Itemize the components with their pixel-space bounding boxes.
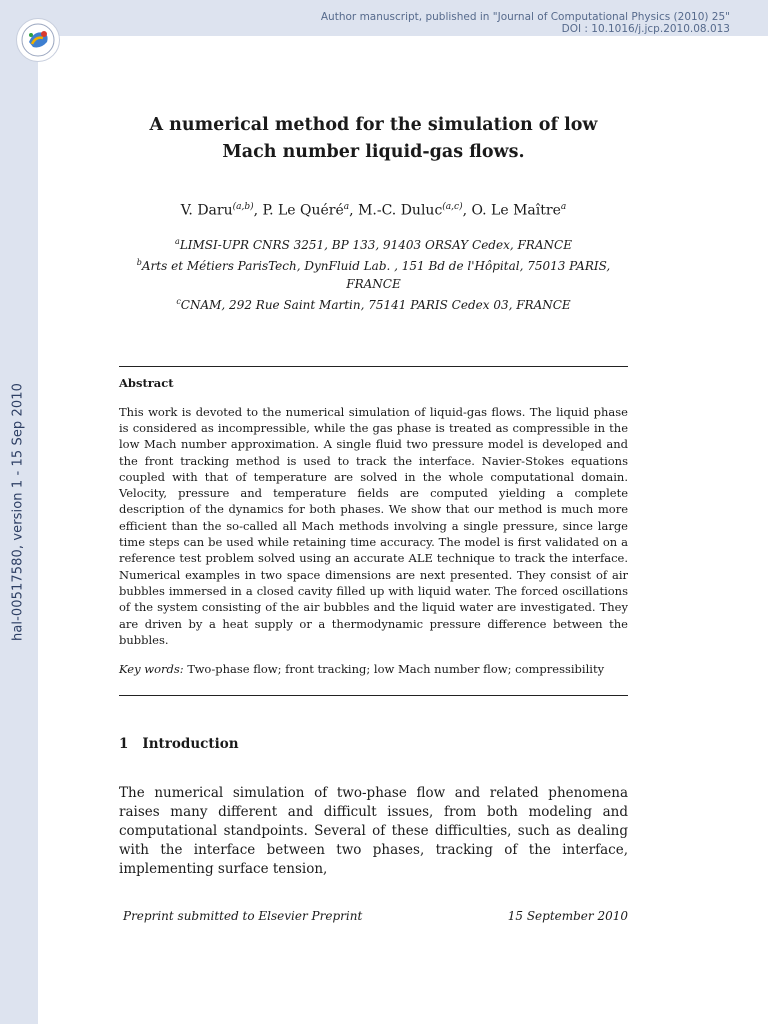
hal-identifier: hal-00517580, version 1 - 15 Sep 2010 xyxy=(10,382,26,642)
affiliation-item xyxy=(119,254,628,293)
page-footer xyxy=(123,909,628,923)
author-affiliation-mark: (a,c) xyxy=(442,202,463,212)
author-name: O. Le Maître xyxy=(471,202,561,219)
affiliation-text-continued: FRANCE xyxy=(346,276,401,291)
keywords-text: Two-phase flow; front tracking; low Mach number flow; compressibility xyxy=(187,662,605,677)
affiliation-mark: b xyxy=(136,257,142,267)
affiliation-mark: c xyxy=(176,296,181,306)
section-heading xyxy=(119,736,628,752)
hal-doi[interactable]: DOI : 10.1016/j.jcp.2010.08.013 xyxy=(561,23,730,35)
author-affiliation-mark: a xyxy=(560,202,567,212)
affiliation-list xyxy=(119,233,628,314)
paper-title xyxy=(119,112,628,166)
hal-publication-note: Author manuscript, published in "Journal of Computational Physics (2010) 25" xyxy=(320,11,730,23)
abstract-heading: Abstract xyxy=(119,375,174,390)
abstract-section xyxy=(119,366,628,697)
author-separator: , xyxy=(462,202,472,219)
keywords-label: Key words: xyxy=(119,662,184,677)
author-name: V. Daru xyxy=(180,202,233,219)
footer-date: 15 September 2010 xyxy=(507,909,628,923)
section-title: Introduction xyxy=(142,736,239,753)
affiliation-item xyxy=(119,233,628,254)
affiliation-item xyxy=(119,293,628,314)
author-separator: , xyxy=(253,202,263,219)
paper-title-line1: A numerical method for the simulation of low xyxy=(149,115,598,135)
footer-preprint-note: Preprint submitted to Elsevier Preprint xyxy=(123,909,363,923)
hal-header xyxy=(321,11,730,35)
author-name: P. Le Quéré xyxy=(262,202,344,219)
abstract-text: This work is devoted to the numerical simulation of liquid-gas flows. The liquid phase is considered as incompressible, while the gas phase is treated as compressible in the low Mach number approximation. A single fluid two pressure model is developed and the front tracking method is used to track the interface. Navier-Stokes equations coupled with that of temperature are solved in the whole computational domain. Velocity, pressure and temperature fields are computed yielding a complete description of the dynamics for both phases. We show that our method is much more efficient than the so-called all Mach methods involving a single pressure, since large time steps can be used while retaining time accuracy. The model is first validated on a reference test problem solved using an accurate ALE technique to track the interface. Numerical examples in two space dimensions are next presented. They consist of air bubbles immersed in a closed cavity filled up with liquid water. The forced oscillations of the system consisting of the air bubbles and the liquid water are investigated. They are driven by a heat supply or a thermodynamic pressure difference between the bubbles. xyxy=(119,404,628,647)
author-affiliation-mark: a xyxy=(343,202,350,212)
author-affiliation-mark: (a,b) xyxy=(232,202,254,212)
keywords xyxy=(119,661,628,677)
affiliation-text: LIMSI-UPR CNRS 3251, BP 133, 91403 ORSAY Cedex, FRANCE xyxy=(179,237,572,252)
section-number: 1 xyxy=(119,736,129,753)
author-list xyxy=(119,202,628,219)
hal-logo-icon[interactable] xyxy=(16,18,60,62)
affiliation-text: CNAM, 292 Rue Saint Martin, 75141 PARIS Cedex 03, FRANCE xyxy=(180,297,571,312)
author-separator: , xyxy=(349,202,359,219)
paper-body xyxy=(119,112,628,879)
author-name: M.-C. Duluc xyxy=(358,202,443,219)
affiliation-text: Arts et Métiers ParisTech, DynFluid Lab. , 151 Bd de l'Hôpital, 75013 PARIS, xyxy=(141,258,611,273)
paper-title-line2: Mach number liquid-gas flows. xyxy=(222,142,525,162)
intro-paragraph: The numerical simulation of two-phase flow and related phenomena raises many different and difficult issues, from both modeling and computational standpoints. Several of these difficulties, such as dealing with the interface between two phases, tracking of the interface, implementing surface tension, xyxy=(119,785,628,878)
affiliation-mark: a xyxy=(175,236,180,246)
